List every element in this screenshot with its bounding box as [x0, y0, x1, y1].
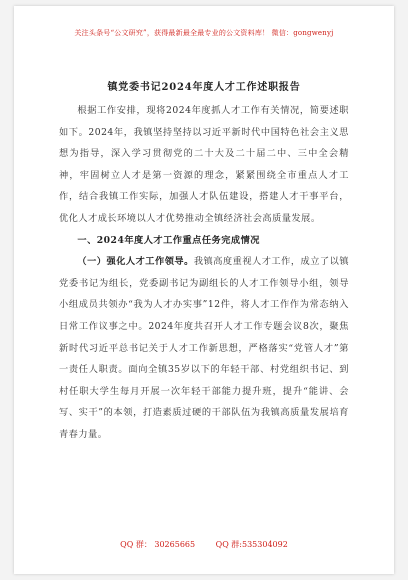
subsection-body: 我镇高度重视人才工作，成立了以镇党委书记为组长，党委副书记为副组长的人才工作领导小组，领导小组成员共领办“我为人才办实事”12件，将人才工作作为常态纳入日常工作议事之中。2024年度共召开人才工作专题会议8次，聚焦新时代习近平总书记关于人才工作新思想，严格落实“党管人才”第一责任人职责。面向全镇35岁以下的年轻干部、村党组织书记、到村任职大学生每月开展一次年轻干部能力提升班，提升“能讲、会写、实干”的本领，打造素质过硬的干部队伍为我镇高质量发展培育青春力量。 — [59, 256, 350, 440]
subsection-heading: （一）强化人才工作领导。 — [77, 256, 194, 268]
footer-qq-group-2: QQ 群:535304092 — [215, 540, 288, 549]
section-heading: 一、2024年度人才工作重点任务完成情况 — [77, 234, 260, 246]
footer — [14, 539, 394, 550]
subsection-paragraph — [59, 251, 349, 445]
footer-qq-group-1: QQ 群： 30265665 — [120, 540, 196, 549]
document-page — [14, 6, 394, 574]
document-title: 镇党委书记2024年度人才工作述职报告 — [107, 82, 301, 93]
document-body — [59, 100, 349, 446]
top-banner: 关注头条号“公文研究”，获得最新最全最专业的公文资料库！ 微信：gongwenyj — [74, 29, 334, 37]
intro-paragraph: 根据工作安排，现将2024年度抓人才工作有关情况，简要述职如下。2024年，我镇坚持坚持以习近平新时代中国特色社会主义思想为指导，深入学习贯彻党的二十大及二十届二中、三中全会精神，牢固树立人才是第一资源的理念，紧紧围绕全市重点人才工作，结合我镇工作实际，加强人才队伍建设，搭建人才干事平台，优化人才成长环境以人才优势推动全镇经济社会高质量发展。 — [59, 105, 349, 224]
